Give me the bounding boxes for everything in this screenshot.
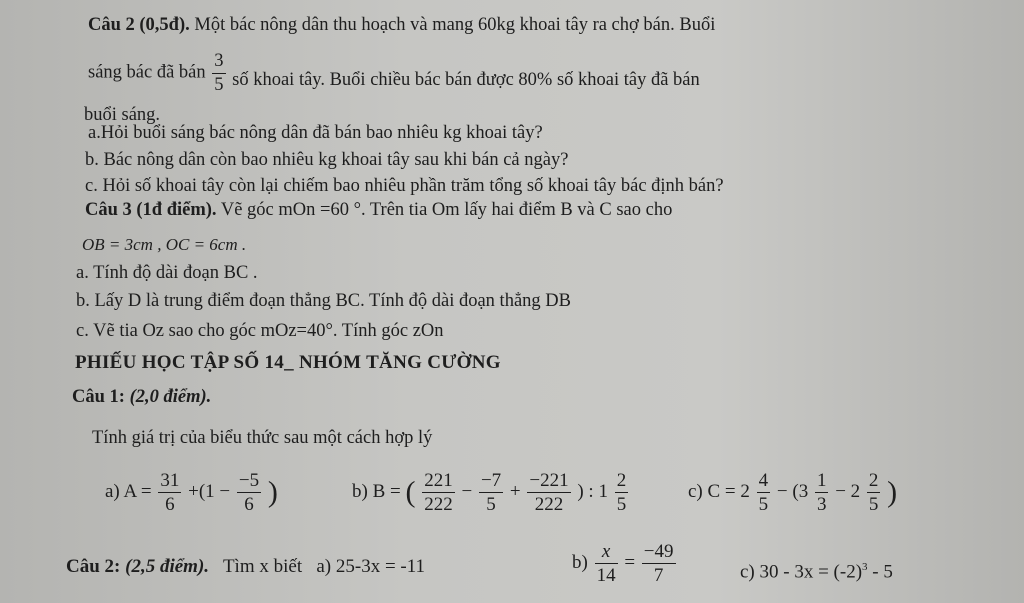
fraction	[815, 471, 829, 514]
fraction-numerator: −49	[643, 541, 674, 563]
expr-b-op1: −	[461, 481, 473, 502]
c2-part-b	[572, 538, 678, 588]
fraction-numerator: −221	[529, 470, 569, 492]
fraction	[479, 471, 503, 514]
fraction	[757, 471, 771, 514]
fraction-numerator: 31	[160, 470, 180, 492]
expr-a-close: )	[267, 475, 278, 509]
c2-c-exponent: 3	[862, 561, 868, 573]
fraction-numerator: 3	[212, 52, 225, 74]
fraction-numerator: 4	[758, 470, 769, 492]
q3-line1	[85, 199, 672, 221]
q3-heading: Câu 3 (1đ điểm).	[85, 200, 217, 220]
expr-a-label: a) A =	[105, 481, 152, 502]
expr-c-close: )	[887, 475, 898, 509]
fraction-denominator: 14	[596, 565, 616, 587]
q2-part-a: a.Hỏi buổi sáng bác nông dân đã bán bao nhiêu kg khoai tây?	[88, 123, 543, 143]
fraction	[237, 471, 261, 514]
fraction	[527, 471, 570, 514]
c2-points: (2,5 điểm).	[125, 556, 210, 577]
fraction-denominator: 222	[534, 494, 564, 516]
fraction	[867, 471, 881, 514]
expr-a-mid: +(1 −	[188, 481, 231, 502]
c2-line	[66, 545, 425, 589]
expr-b-close: ) : 1	[577, 481, 608, 502]
q2-text-2b: số khoai tây. Buổi chiều bác bán được 80% số khoai tây đã bán	[232, 70, 700, 91]
fraction-denominator: 5	[486, 494, 496, 516]
q2-text-2a: sáng bác đã bán	[88, 62, 206, 83]
q3-line2: OB = 3cm , OC = 6cm .	[82, 235, 247, 254]
q2-text-1: Một bác nông dân thu hoạch và mang 60kg khoai tây ra chợ bán. Buổi	[194, 15, 716, 35]
fraction-numerator: 221	[424, 470, 453, 492]
c1-instruction: Tính giá trị của biểu thức sau một cách hợp lý	[92, 428, 433, 448]
fraction-denominator: 7	[653, 565, 664, 587]
c1-expr-a	[105, 470, 278, 515]
c1-line1	[72, 386, 211, 408]
c1-expr-c	[688, 470, 897, 515]
c2-b-eq: =	[624, 552, 636, 573]
expr-b-op2: +	[509, 481, 521, 502]
q2-line3: buổi sáng.	[84, 105, 161, 125]
c2-c-tail: - 5	[867, 561, 893, 583]
fraction-denominator: 5	[214, 74, 224, 95]
fraction-numerator: 2	[868, 470, 879, 492]
fraction-denominator: 222	[424, 494, 453, 516]
fraction	[422, 471, 455, 514]
fraction-numerator: 2	[616, 470, 627, 492]
fraction	[595, 542, 618, 585]
q3-part-a: a. Tính độ dài đoạn BC .	[76, 263, 258, 283]
fraction	[158, 471, 181, 514]
fraction	[615, 471, 629, 514]
c2-b-label: b)	[572, 552, 588, 573]
q2-line2	[88, 52, 700, 94]
fraction-numerator: −7	[480, 470, 502, 492]
expr-b-label: b) B =	[352, 481, 401, 502]
sheet-title: PHIẾU HỌC TẬP SỐ 14_ NHÓM TĂNG CƯỜNG	[75, 352, 501, 373]
expr-b-open: (	[405, 475, 416, 509]
q2-part-b: b. Bác nông dân còn bao nhiêu kg khoai tây sau khi bán cả ngày?	[85, 150, 569, 170]
c2-part-c	[740, 545, 893, 594]
fraction-denominator: 5	[616, 494, 627, 516]
c2-heading: Câu 2:	[66, 556, 121, 577]
q2-heading: Câu 2 (0,5đ).	[88, 15, 190, 35]
fraction-denominator: 5	[758, 494, 769, 516]
c1-points: (2,0 điểm).	[129, 387, 212, 407]
expr-c-mid2: − 2	[835, 481, 861, 502]
q3-part-c: c. Vẽ tia Oz sao cho góc mOz=40°. Tính góc zOn	[76, 321, 444, 341]
c2-part-a: a) 25-3x = -11	[316, 556, 426, 577]
c1-heading: Câu 1:	[72, 387, 125, 407]
fraction-numerator: −5	[238, 470, 260, 492]
fraction-denominator: 6	[244, 494, 254, 516]
c2-c-label: c) 30 - 3x = (-2)	[740, 561, 863, 583]
fraction-denominator: 6	[165, 494, 175, 516]
fraction	[642, 542, 676, 585]
c1-expr-b	[352, 470, 630, 515]
fraction-denominator: 5	[868, 494, 879, 516]
q2-part-c: c. Hỏi số khoai tây còn lại chiếm bao nhiêu phần trăm tổng số khoai tây bác định bán?	[85, 176, 724, 196]
expr-c-mid: − (3	[776, 481, 809, 502]
c2-task: Tìm x biết	[222, 556, 303, 577]
fraction-denominator: 3	[816, 494, 827, 516]
q2-line1	[88, 14, 715, 36]
expr-c-label: c) C = 2	[688, 481, 750, 502]
q3-text-1: Vẽ góc mOn =60 °. Trên tia Om lấy hai điểm B và C sao cho	[220, 200, 673, 220]
fraction-numerator: 1	[816, 470, 827, 492]
fraction-numerator: x	[595, 542, 618, 564]
q2-fraction	[212, 52, 225, 94]
q3-part-b: b. Lấy D là trung điểm đoạn thẳng BC. Tính độ dài đoạn thẳng DB	[76, 291, 571, 311]
